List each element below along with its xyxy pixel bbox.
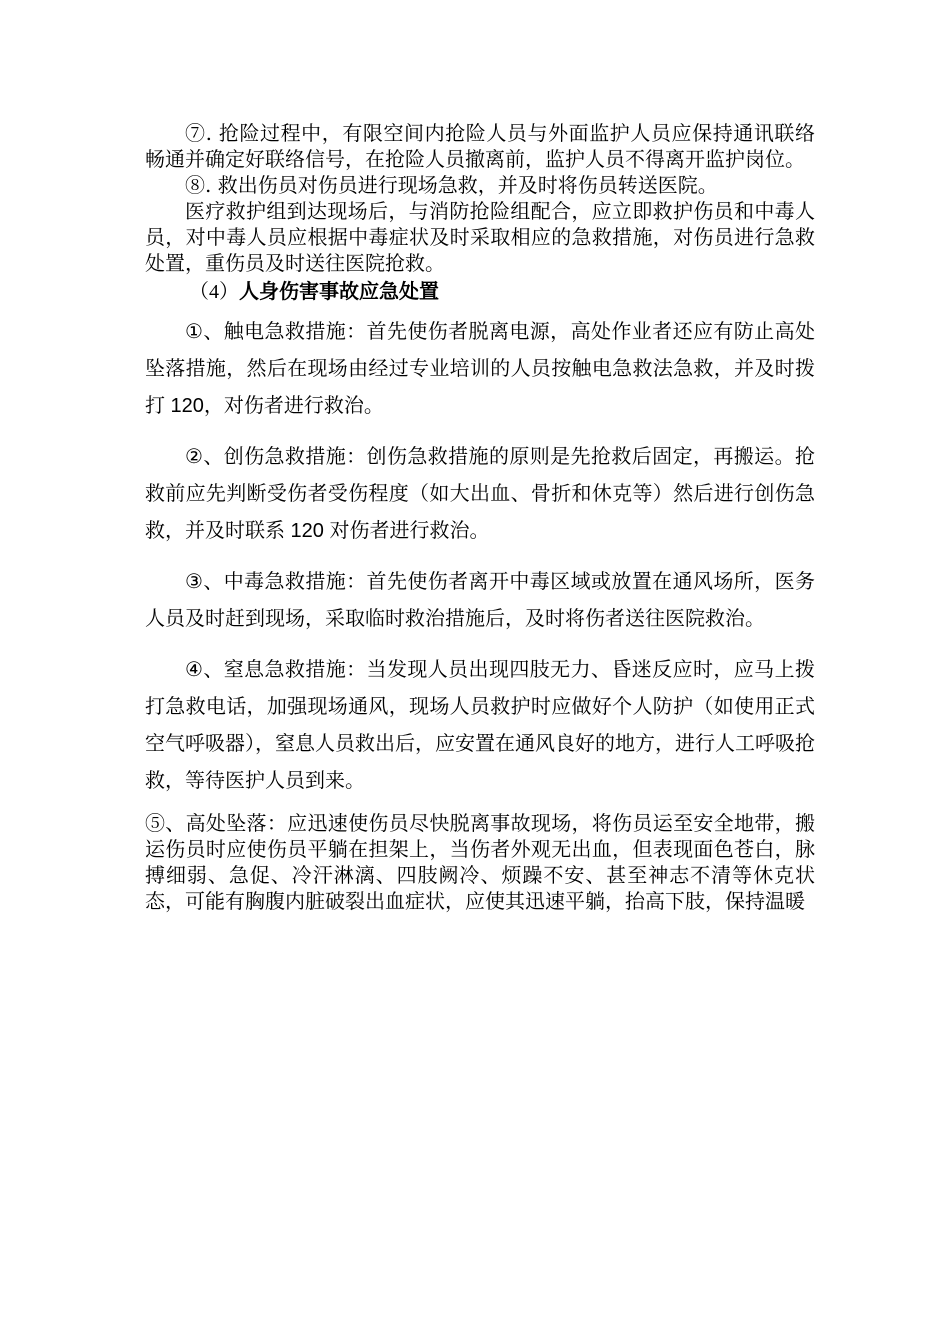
section-number: （4） — [189, 281, 239, 303]
paragraph-medical-team: 医疗救护组到达现场后，与消防抢险组配合，应立即救护伤员和中毒人员，对中毒人员应根据中毒症状及时采取相应的急救措施，对伤员进行急救处置，重伤员及时送往医院抢救。 — [145, 199, 815, 275]
section-title: 人身伤害事故应急处置 — [239, 281, 439, 303]
paragraph-fall-from-height: ⑤、高处坠落：应迅速使伤员尽快脱离事故现场，将伤员运至安全地带，搬运伤员时应使伤员平躺在担架上，当伤者外观无出血，但表现面色苍白，脉搏细弱、急促、冷汗淋漓、四肢阙冷、烦躁不安、甚至神志不清等休克状态，可能有胸腹内脏破裂出血症状，应使其迅速平躺，抬高下肢，保持温暖 — [145, 811, 815, 913]
paragraph-trauma: ②、创伤急救措施：创伤急救措施的原则是先抢救后固定，再搬运。抢救前应先判断受伤者受伤程度（如大出血、骨折和休克等）然后进行创伤急救，并及时联系 120 对伤者进行救治。 — [145, 446, 815, 542]
paragraph-rescue-communication: ⑦. 抢险过程中，有限空间内抢险人员与外面监护人员应保持通讯联络畅通并确定好联络信号，在抢险人员撤离前，监护人员不得离开监护岗位。 — [145, 121, 815, 171]
paragraph-suffocation: ④、窒息急救措施：当发现人员出现四肢无力、昏迷反应时，应马上拨打急救电话，加强现场通风，现场人员救护时应做好个人防护（如使用正式空气呼吸器），窒息人员救出后，应安置在通风良好的地方，进行人工呼吸抢救，等待医护人员到来。 — [145, 659, 815, 792]
paragraph-electric-shock: ①、触电急救措施：首先使伤者脱离电源，高处作业者还应有防止高处坠落措施，然后在现场由经过专业培训的人员按触电急救法急救，并及时拨打 120，对伤者进行救治。 — [145, 321, 815, 417]
paragraph-poisoning: ③、中毒急救措施：首先使伤者离开中毒区域或放置在通风场所，医务人员及时赶到现场，采取临时救治措施后，及时将伤者送往医院救治。 — [145, 571, 815, 630]
document-body — [145, 120, 815, 914]
paragraph-rescue-transfer: ⑧. 救出伤员对伤员进行现场急救，并及时将伤员转送医院。 — [185, 173, 718, 197]
section-heading — [145, 278, 815, 306]
